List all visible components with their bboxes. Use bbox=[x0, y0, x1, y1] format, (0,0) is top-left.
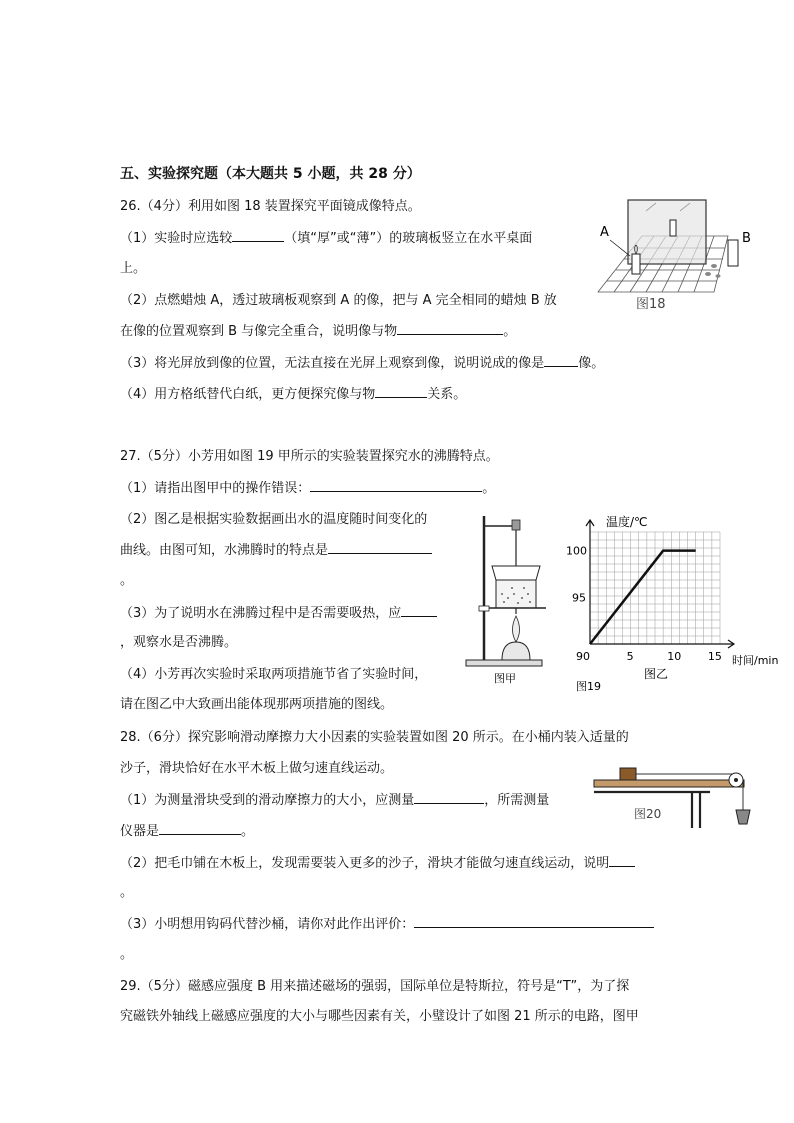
figure-19a-caption: 图甲 bbox=[494, 672, 516, 685]
x-axis-label: 时间/min bbox=[732, 654, 779, 667]
q28-stem: 28.（6分）探究影响滑动摩擦力大小因素的实验装置如图 20 所示。在小桶内装入适量的 bbox=[120, 730, 629, 745]
label-a: A bbox=[600, 225, 609, 240]
figure-20 bbox=[590, 758, 780, 830]
y-axis-label: 温度/℃ bbox=[606, 515, 648, 529]
figure-20-caption: 图20 bbox=[634, 807, 662, 821]
q28-part2 bbox=[120, 854, 635, 873]
q28-p2-text: （2）把毛巾铺在木板上，发现需要装入更多的沙子，滑块才能做匀速直线运动，说明 bbox=[120, 856, 610, 871]
q26-p2-blank[interactable] bbox=[397, 322, 503, 335]
q26-part1-cont: 上。 bbox=[120, 261, 147, 276]
x-tick-label: 10 bbox=[667, 650, 682, 663]
q26-stem: 26.（4分）利用如图 18 装置探究平面镜成像特点。 bbox=[120, 199, 421, 214]
x-tick-label: 90 bbox=[576, 650, 590, 663]
q26-p1-text-b: （填“厚”或“薄”）的玻璃板竖立在水平桌面 bbox=[284, 231, 533, 246]
q28-p3-text: （3）小明想用钩码代替沙桶，请你对此作出评价： bbox=[120, 917, 415, 932]
q26-p2-text: 在像的位置观察到 B 与像完全重合，说明像与物 bbox=[120, 324, 398, 339]
q26-p4-blank[interactable] bbox=[375, 385, 427, 398]
wooden-board bbox=[594, 780, 744, 787]
x-axis bbox=[590, 640, 734, 648]
figure-19-caption: 图19 bbox=[576, 680, 601, 693]
q26-p4-text: （4）用方格纸替代白纸，更方便探究像与物 bbox=[120, 387, 376, 402]
q28-part1 bbox=[120, 791, 549, 810]
q27-p3-text: （3）为了说明水在沸腾过程中是否需要吸热，应 bbox=[120, 606, 402, 621]
q27-part2-cont bbox=[120, 541, 432, 560]
q28-part1-cont bbox=[120, 822, 254, 841]
q27-part2: （2）图乙是根据实验数据画出水的温度随时间变化的 bbox=[120, 512, 428, 527]
q26-part2: （2）点燃蜡烛 A，透过玻璃板观察到 A 的像，把与 A 完全相同的蜡烛 B 放 bbox=[120, 293, 557, 308]
q27-p1-end: 。 bbox=[482, 481, 496, 496]
label-b: B bbox=[742, 231, 751, 246]
candle-image bbox=[670, 220, 676, 236]
candle-b bbox=[728, 240, 738, 266]
q28-p1-text-c: 仪器是 bbox=[120, 824, 160, 839]
q27-part4: （4）小芳再次实验时采取两项措施节省了实验时间， bbox=[120, 667, 428, 682]
q26-p1-text: （1）实验时应选较 bbox=[120, 231, 233, 246]
q27-p2-text: 曲线。由图可知，水沸腾时的特点是 bbox=[120, 543, 329, 558]
x-tick-label: 15 bbox=[707, 650, 722, 663]
q27-part3-cont: ，观察水是否沸腾。 bbox=[120, 635, 238, 650]
q26-p3-text: （3）将光屏放到像的位置，无法直接在光屏上观察到像，说明说成的像是 bbox=[120, 356, 545, 371]
alcohol-lamp bbox=[502, 642, 530, 660]
q27-part3 bbox=[120, 604, 437, 623]
q26-part2-cont bbox=[120, 322, 516, 341]
beaker-lid bbox=[492, 566, 540, 580]
q29-stem: 29.（5分）磁感应强度 B 用来描述磁场的强弱，国际单位是特斯拉，符号是“T”，为了探 bbox=[120, 979, 630, 994]
q27-p1-text: （1）请指出图甲中的操作错误： bbox=[120, 481, 311, 496]
q28-p1-text: （1）为测量滑块受到的滑动摩擦力的大小，应测量 bbox=[120, 793, 415, 808]
q26-part4 bbox=[120, 385, 466, 404]
temperature-time-chart bbox=[560, 512, 790, 698]
slider-block bbox=[620, 768, 636, 780]
q27-stem: 27.（5分）小芳用如图 19 甲所示的实验装置探究水的沸腾特点。 bbox=[120, 449, 499, 464]
q26-part1 bbox=[120, 229, 532, 248]
q28-stem-cont: 沙子，滑块恰好在水平木板上做匀速直线运动。 bbox=[120, 761, 394, 776]
y-tick-label: 95 bbox=[572, 591, 586, 605]
q28-part2-end: 。 bbox=[120, 885, 134, 900]
figure-18-caption: 图18 bbox=[636, 297, 666, 312]
q29-stem-cont: 究磁铁外轴线上磁感应强度的大小与哪些因素有关，小璧设计了如图 21 所示的电路，图甲 bbox=[120, 1009, 639, 1024]
q27-part4-cont: 请在图乙中大致画出能体现那两项措施的图线。 bbox=[120, 697, 394, 712]
q28-part3 bbox=[120, 915, 654, 934]
figure-19-chart bbox=[560, 512, 790, 698]
section-title: 五、实验探究题（本大题共 5 小题，共 28 分） bbox=[120, 166, 421, 182]
q27-part1 bbox=[120, 479, 495, 498]
sand-bucket bbox=[736, 810, 750, 824]
figure-19b-caption: 图乙 bbox=[644, 667, 669, 681]
q26-p2-end: 。 bbox=[503, 324, 517, 339]
q28-p1-blank[interactable] bbox=[414, 791, 484, 804]
q27-p2-blank[interactable] bbox=[328, 541, 432, 554]
q28-p1-blank-2[interactable] bbox=[159, 822, 241, 835]
q27-p1-blank[interactable] bbox=[310, 479, 482, 492]
q28-part3-end: 。 bbox=[120, 947, 134, 962]
q27-part2-end: 。 bbox=[120, 573, 134, 588]
series-line bbox=[590, 551, 696, 644]
q26-p3-end: 像。 bbox=[578, 356, 605, 371]
chart-grid bbox=[590, 532, 720, 644]
q27-p3-blank[interactable] bbox=[401, 604, 437, 617]
q28-p1-text-b: ，所需测量 bbox=[484, 793, 550, 808]
q26-part3 bbox=[120, 354, 604, 373]
figure-19-apparatus bbox=[460, 510, 556, 686]
q26-p3-blank[interactable] bbox=[544, 354, 578, 367]
stand-base bbox=[466, 660, 542, 666]
y-axis bbox=[586, 520, 594, 644]
q26-p1-blank[interactable] bbox=[232, 229, 284, 242]
q28-p3-blank[interactable] bbox=[414, 915, 654, 928]
flame-icon bbox=[513, 616, 520, 642]
q26-p4-end: 关系。 bbox=[427, 387, 467, 402]
x-tick-label: 5 bbox=[626, 650, 634, 663]
figure-18 bbox=[596, 196, 782, 314]
q28-p1-end: 。 bbox=[241, 824, 255, 839]
q28-p2-blank[interactable] bbox=[609, 854, 635, 867]
y-tick-label: 100 bbox=[566, 544, 587, 558]
candle-a bbox=[632, 254, 640, 274]
